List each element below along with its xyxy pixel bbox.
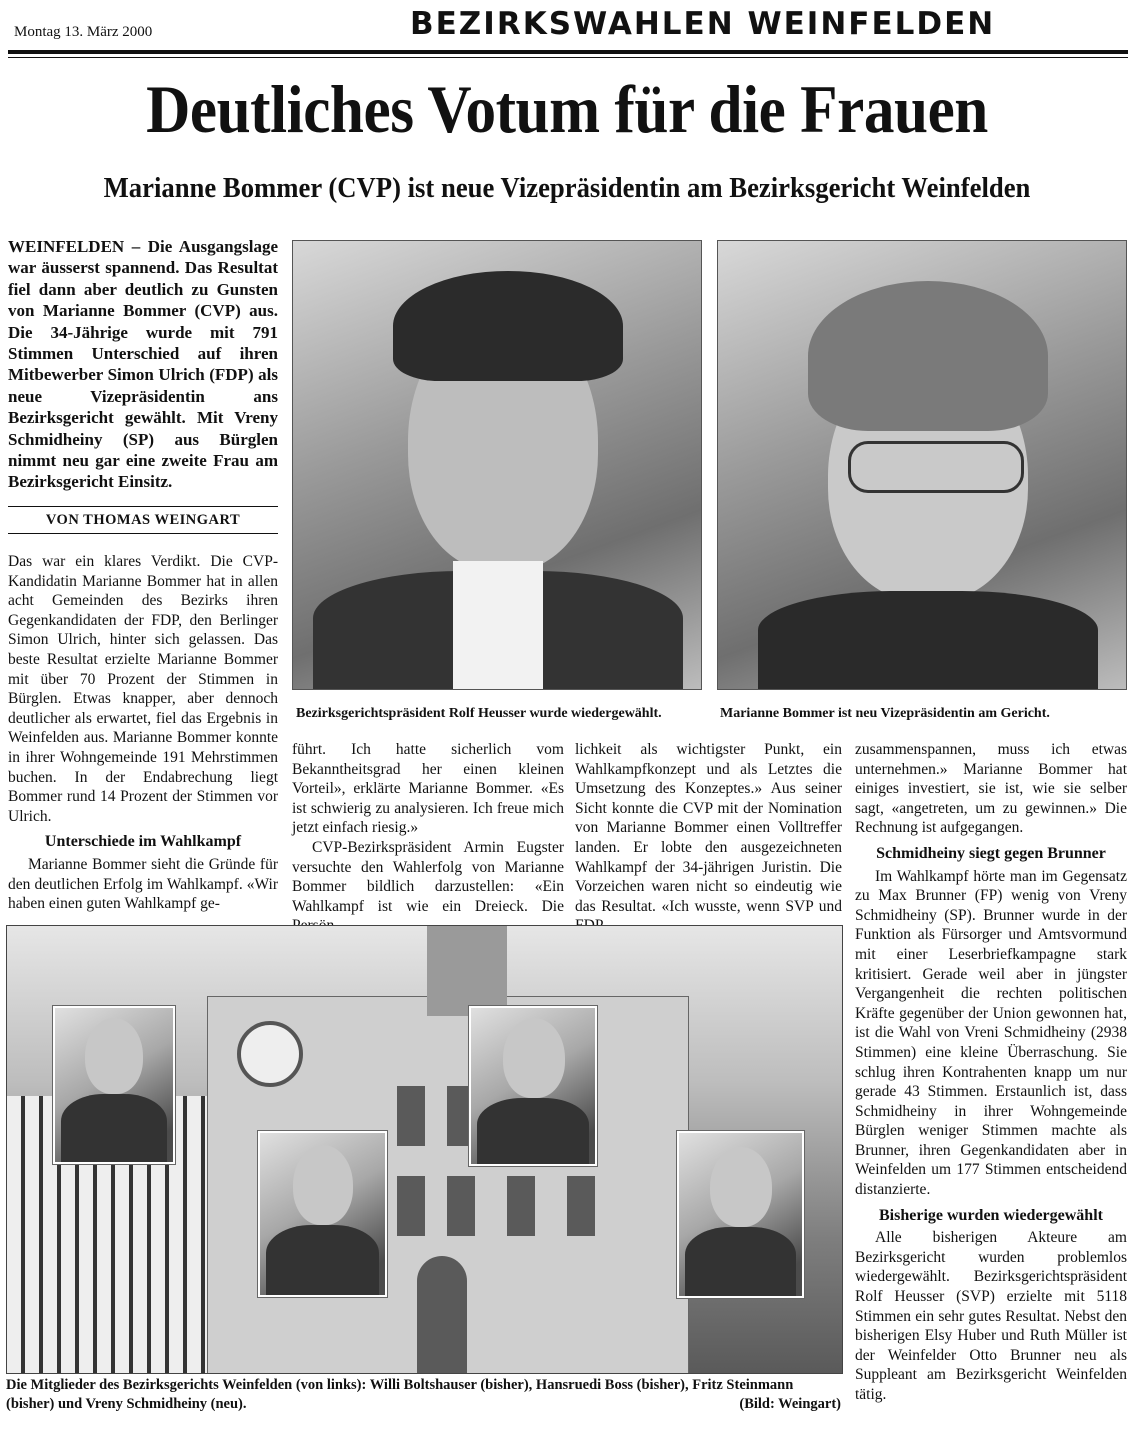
group-photo-caption — [6, 1376, 841, 1414]
byline: VON THOMAS WEINGART — [8, 506, 278, 534]
body-paragraph: führt. Ich hatte sicherlich vom Bekanntheitsgrad her einen kleinen Vorteil», erklärte Marianne Bommer. «Es ist schwierig zu analysieren. Ich freue mich jetzt einfach riesig.» — [292, 741, 564, 837]
door — [417, 1256, 467, 1373]
intertitle: Schmidheiny siegt gegen Brunner — [876, 844, 1106, 862]
window — [397, 1086, 425, 1146]
portrait-face — [503, 1018, 565, 1098]
portrait-body — [61, 1094, 167, 1162]
body-paragraph: lichkeit als wichtigster Punkt, ein Wahlkampfkonzept und als Letztes die Umsetzung des Konzeptes.» Aus seiner Sicht konnte die CVP mit der Nomination von Marianne Bommer einen Volltreffer landen. Er lobte den ausgezeichneten Wahlkampf der 34-jährigen Juristin. Die Vorzeichen waren nicht so eindeutig wie das Resultat. «Ich wusste, wenn SVP und — [575, 741, 842, 915]
portrait-face — [85, 1018, 143, 1094]
portrait-face — [710, 1147, 772, 1227]
masthead-rule-thin — [8, 57, 1128, 58]
article-column-3 — [575, 740, 842, 936]
caption-left: Bezirksgerichtspräsident Rolf Heusser wurde wiedergewählt. — [296, 706, 662, 721]
body-paragraph: zusammenspannen, muss ich etwas unternehmen.» Marianne Bommer hat einiges investiert, sie ist, wie sie selber sagt, «angetreten, um zu gewinnen.» Die Rechnung ist aufgegangen. — [855, 741, 1127, 837]
window — [567, 1176, 595, 1236]
body-paragraph: Das war ein klares Verdikt. Die CVP-Kandidatin Marianne Bommer hat in allen acht Gemeinden des Bezirks ihren Gegenkandidaten der FDP, den Berlinger Simon Ulrich, hinter sich gelassen. Das beste Resultat erzielte Marianne Bommer mit über 70 Prozent der Stimmen in Bürglen. Etwas knapper, aber dennoch deutlicher als erwartet, fiel das Ergebnis in Weinfelden aus. Marianne Bommer konnte in ihrer Wohngemeinde 191 Mehrstimmen buchen. In der Endabrechung liegt Bommer rund 14 Prozent der Stimmen vor Ulrich. — [8, 553, 278, 825]
portrait-collar — [453, 561, 543, 689]
portrait-hansruedi-boss — [258, 1131, 387, 1297]
portrait-fritz-steinmann — [469, 1006, 597, 1166]
portrait-body — [685, 1227, 796, 1296]
window — [397, 1176, 425, 1236]
portrait-hair — [393, 271, 623, 381]
subheadline: Marianne Bommer (CVP) ist neue Vizepräsidentin am Bezirksgericht Weinfelden — [103, 172, 1031, 204]
intertitle: Bisherige wurden wiedergewählt — [879, 1206, 1103, 1224]
body-paragraph: Marianne Bommer sieht die Gründe für den deutlichen Erfolg im Wahlkampf. «Wir haben einen guten Wahlkampf ge- — [8, 855, 278, 913]
window — [447, 1176, 475, 1236]
portrait-willi-boltshauser — [53, 1006, 175, 1164]
body-paragraph: Alle bisherigen Akteure am Bezirksgericht wurden problemlos wiedergewählt. Bezirksgerichtspräsident Rolf Heusser (SVP) erzielte mit 5118 Stimmen ein sehr gutes Resultat. Nebst den bisherigen Elsy Huber und Ruth Müller ist der Weinfelder Otto Brunner neu als Suppleant am Bezirksgericht Weinfelden tätig. — [855, 1229, 1127, 1403]
article-column-4 — [855, 740, 1127, 1405]
portrait-vreny-schmidheiny — [677, 1131, 804, 1298]
lead-paragraph: WEINFELDEN – Die Ausgangslage war äusserst spannend. Das Resultat fiel dann aber deutlich zu Gunsten von Marianne Bommer (CVP) aus. Die 34-Jährige wurde mit 791 Stimmen Unterschied auf ihren Mitbewerber Simon Ulrich (FDP) als neue Vizepräsidentin ans Bezirksgericht gewählt. Mit Vreny Schmidheiny (SP) aus Bürglen nimmt neu gar eine zweite Frau am Bezirksgericht Einsitz. — [8, 237, 278, 492]
photo-marianne-bommer — [717, 240, 1127, 690]
masthead-rule — [8, 50, 1128, 54]
article-column-2 — [292, 740, 564, 936]
portrait-body — [758, 591, 1098, 689]
caption-right: Marianne Bommer ist neu Vizepräsidentin am Gericht. — [720, 706, 1050, 721]
intertitle: Unterschiede im Wahlkampf — [44, 833, 242, 851]
body-paragraph: CVP-Bezirkspräsident Armin Eugster versuchte den Wahlerfolg von Marianne Bommer bildlich darzustellen: «Ein Wahlkampf ist wie ein Dreieck. Die — [292, 838, 564, 915]
body-paragraph: Im Wahlkampf hörte man im Gegensatz zu Max Brunner (FP) wenig von Vreny Schmidheiny (SP). Brunner wurde in der Funktion als Fürsorger und Amtsvormund mit einer Leserbriefkampagne stark kritisiert. Gerade weil aber in jüngster Vergangenheit die rechten politischen Kräfte gegenüber der Union gewonnen hat, ist die Wahl von Vreni Schmidheiny (2938 Stimmen) eine kleine Überraschung. Sie schlug ihren Kontrahenten knapp um nur gerade 43 Stimmen. Erstaunlich ist, dass Schmidheiny in ihrer Wohngemeinde Bürglen weniger Stimmen machte als Brunner, ihren Gegenkandidaten aber in Weinfelden um 177 Stimmen entscheidend distanzierte. — [855, 867, 1127, 1199]
photo-rolf-heusser — [292, 240, 702, 690]
photo-credit: (Bild: Weingart) — [739, 1396, 841, 1412]
headline: Deutliches Votum für die Frauen — [146, 71, 988, 147]
portrait-body — [266, 1225, 379, 1295]
portrait-hair — [808, 281, 1048, 431]
portrait-body — [477, 1098, 589, 1164]
window — [507, 1176, 535, 1236]
glasses-icon — [848, 441, 1024, 493]
group-photo-courthouse — [6, 925, 843, 1374]
issue-date: Montag 13. März 2000 — [14, 24, 153, 40]
section-title: BEZIRKSWAHLEN WEINFELDEN — [410, 6, 996, 42]
article-column-1 — [8, 552, 278, 914]
caption-text: Die Mitglieder des Bezirksgerichts Weinfelden (von links): Willi Boltshauser (bisher), Hansruedi Boss (bisher), Fritz Steinmann (bisher) und Vreny Schmidheiny (neu). — [6, 1377, 794, 1412]
portrait-face — [293, 1145, 353, 1225]
courthouse-tower — [427, 926, 507, 1016]
clock-icon — [237, 1021, 303, 1087]
